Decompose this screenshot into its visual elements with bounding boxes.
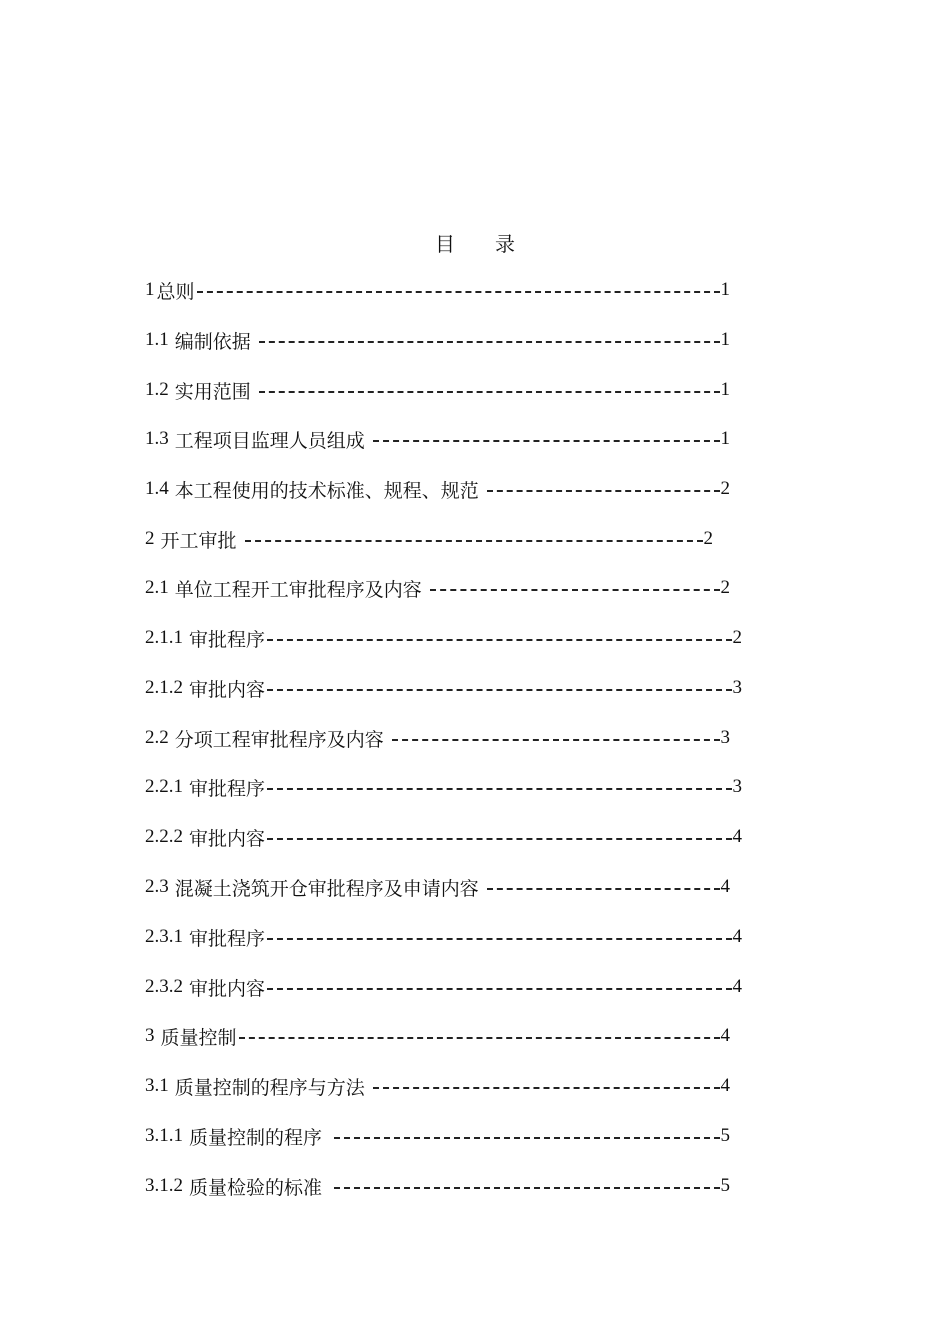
toc-entry-page: 2 [720,577,730,598]
toc-entry-page: 4 [720,1025,730,1046]
toc-entry[interactable] [145,1172,730,1200]
toc-entry-label: 审批程序 [189,777,266,800]
toc-entry-page: 2 [732,627,742,648]
toc-entry-label: 单位工程开工审批程序及内容 [174,578,422,601]
toc-entry-number: 2.3 [145,876,169,897]
toc-leader [487,888,720,890]
toc-entry[interactable] [145,674,742,702]
toc-entry-label: 质量检验的标准 [189,1176,323,1199]
toc-leader [373,440,720,442]
toc-entry-page: 5 [720,1125,730,1146]
toc-entry-page: 4 [720,1075,730,1096]
toc-title [0,228,950,257]
toc-entry[interactable] [145,873,730,901]
toc-entry-label: 质量控制的程序与方法 [174,1076,365,1099]
toc-entry-page: 3 [732,776,742,797]
toc-entry-number: 1 [145,279,155,300]
toc-entry-label: 质量控制的程序 [189,1126,323,1149]
toc-entry-number: 2 [145,528,155,549]
toc-leader [239,1037,720,1039]
toc-entry-number: 3.1.1 [145,1125,183,1146]
toc-entry[interactable] [145,425,730,453]
toc-entry-page: 5 [720,1175,730,1196]
toc-entry[interactable] [145,326,730,354]
toc-entry-number: 3.1.2 [145,1175,183,1196]
toc-entry-label: 分项工程审批程序及内容 [174,728,384,751]
toc-entry-page: 3 [732,677,742,698]
toc-entry-number: 1.4 [145,478,169,499]
toc-entry-label: 审批程序 [189,628,266,651]
toc-leader [487,490,720,492]
toc-entry[interactable] [145,1072,730,1100]
toc-entry-page: 4 [732,926,742,947]
toc-leader [259,341,720,343]
toc-leader [197,291,720,293]
toc-entry[interactable] [145,1022,730,1050]
toc-entry-number: 2.2 [145,727,169,748]
toc-entry[interactable] [145,574,730,602]
toc-entry-label: 审批内容 [189,977,266,1000]
toc-entry-label: 编制依据 [174,330,251,353]
toc-entry-page: 3 [720,727,730,748]
toc-leader [267,838,731,840]
toc-entry-number: 3.1 [145,1075,169,1096]
toc-leader [334,1137,719,1139]
toc-leader [267,639,731,641]
toc-entry[interactable] [145,475,730,503]
toc-entry[interactable] [145,376,730,404]
toc-entry-number: 2.2.1 [145,776,183,797]
toc-entry-page: 4 [732,826,742,847]
toc-entry-number: 2.3.2 [145,976,183,997]
toc-leader [245,540,703,542]
toc-entry[interactable] [145,773,742,801]
toc-entry[interactable] [145,724,730,752]
toc-entry[interactable] [145,276,730,304]
toc-entry-page: 4 [720,876,730,897]
toc-entry-label: 工程项目监理人员组成 [174,429,365,452]
toc-entry-label: 审批程序 [189,927,266,950]
toc-entry-number: 3 [145,1025,155,1046]
toc-entry-number: 1.3 [145,428,169,449]
toc-entry[interactable] [145,525,713,553]
toc-leader [259,391,720,393]
toc-entry[interactable] [145,823,742,851]
toc-entry-page: 1 [720,279,730,300]
toc-title-left: 目 [435,232,455,256]
toc-entry-label: 混凝土浇筑开仓审批程序及申请内容 [174,877,479,900]
toc-entry-label: 总则 [156,280,195,303]
toc-entry-page: 1 [720,329,730,350]
toc-entry-number: 2.1.1 [145,627,183,648]
toc-entry-label: 审批内容 [189,678,266,701]
toc-entry-number: 2.1.2 [145,677,183,698]
toc-entry-number: 2.3.1 [145,926,183,947]
toc-entry-label: 质量控制 [160,1026,237,1049]
toc-entry-page: 1 [720,428,730,449]
toc-entry[interactable] [145,973,742,1001]
toc-leader [373,1087,720,1089]
toc-leader [392,739,720,741]
toc-entry-page: 2 [703,528,713,549]
toc-entry-page: 1 [720,379,730,400]
toc-leader [267,689,731,691]
toc-entry-number: 1.1 [145,329,169,350]
toc-leader [430,589,720,591]
toc-leader [267,988,731,990]
toc-entry[interactable] [145,1122,730,1150]
toc-entry-number: 2.1 [145,577,169,598]
toc-entry-label: 审批内容 [189,827,266,850]
toc-entry-number: 2.2.2 [145,826,183,847]
toc-entry-label: 实用范围 [174,380,251,403]
toc-entry-number: 1.2 [145,379,169,400]
toc-leader [267,788,731,790]
toc-entry-label: 本工程使用的技术标准、规程、规范 [174,479,479,502]
toc-leader [334,1187,719,1189]
toc-title-right: 录 [495,232,515,256]
toc-entry-label: 开工审批 [160,529,237,552]
toc-entry-page: 2 [720,478,730,499]
toc-entry[interactable] [145,923,742,951]
toc-entry-page: 4 [732,976,742,997]
toc-leader [267,938,731,940]
toc-entry[interactable] [145,624,742,652]
